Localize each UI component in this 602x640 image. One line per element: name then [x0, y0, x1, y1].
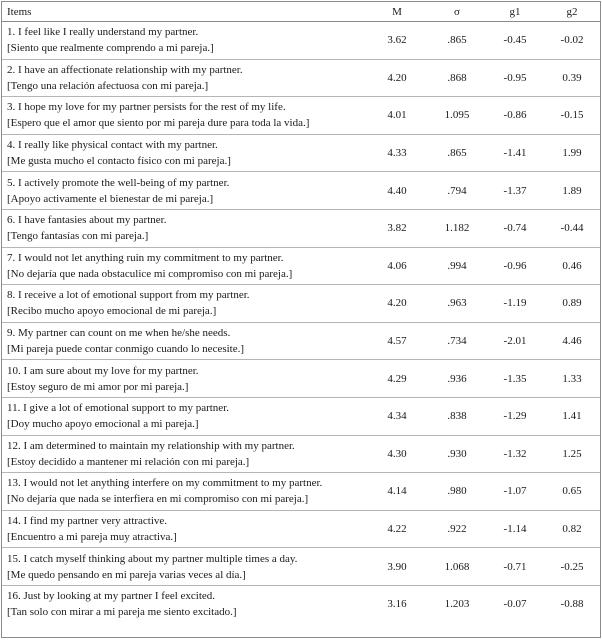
item-spanish: [Recibo mucho apoyo emocional de mi pareja.]: [7, 305, 217, 318]
g2-cell: -0.88: [560, 598, 584, 611]
mean-cell: 4.22: [366, 510, 428, 548]
sigma-cell: .734: [428, 322, 486, 360]
g2-cell: 0.39: [544, 59, 600, 97]
g2-cell: 0.82: [544, 510, 600, 548]
table-row: [2, 548, 600, 586]
g1-cell: -0.96: [486, 247, 544, 285]
mean-cell: 3.62: [366, 22, 428, 60]
item-english: 13. I would not let anything interfere on my commitment to my partner.: [7, 477, 323, 490]
g1-cell: -0.07: [503, 598, 527, 611]
item-cell: [2, 247, 366, 285]
item-english: 4. I really like physical contact with my partner.: [7, 139, 218, 152]
sigma-cell: .963: [428, 285, 486, 323]
item-english: 9. My partner can count on me when he/she needs.: [7, 327, 231, 340]
g1-cell: -1.07: [486, 473, 544, 511]
item-spanish: [Mi pareja puede contar conmigo cuando lo necesite.]: [7, 343, 245, 356]
item-cell: [2, 473, 366, 511]
g2-cell: 1.33: [544, 360, 600, 398]
table-header-row: [2, 2, 600, 22]
item-english: 10. I am sure about my love for my partner.: [7, 364, 199, 377]
mean-cell: 4.29: [366, 360, 428, 398]
item-spanish: [Estoy seguro de mi amor por mi pareja.]: [7, 380, 189, 393]
sigma-cell: .794: [428, 172, 486, 210]
item-english: 3. I hope my love for my partner persists for the rest of my life.: [7, 101, 286, 114]
g1-cell: -1.29: [486, 397, 544, 435]
sigma-cell: .868: [428, 59, 486, 97]
g2-cell: 1.99: [544, 134, 600, 172]
item-spanish: [Espero que el amor que siento por mi pareja dure para toda la vida.]: [7, 117, 310, 130]
sigma-cell: .980: [428, 473, 486, 511]
item-cell: [2, 585, 366, 622]
item-spanish: [Apoyo activamente el bienestar de mi pareja.]: [7, 192, 214, 205]
table-row: [2, 22, 600, 60]
item-cell: [2, 134, 366, 172]
table-row: [2, 360, 600, 398]
item-cell: [2, 397, 366, 435]
g1-cell: -0.74: [486, 209, 544, 247]
mean-cell: 3.16: [387, 598, 407, 611]
table-row: [2, 172, 600, 210]
item-cell: [2, 209, 366, 247]
mean-cell: 4.20: [366, 59, 428, 97]
g2-cell: 1.41: [544, 397, 600, 435]
item-cell: [2, 548, 366, 586]
g1-cell: -2.01: [486, 322, 544, 360]
item-spanish: [Me quedo pensando en mi pareja varias veces al día.]: [7, 568, 246, 581]
g1-cell: -1.32: [486, 435, 544, 473]
g2-cell: 0.89: [544, 285, 600, 323]
item-english: 6. I have fantasies about my partner.: [7, 214, 167, 227]
mean-cell: 4.40: [366, 172, 428, 210]
sigma-cell: .922: [428, 510, 486, 548]
item-english: 12. I am determined to maintain my relationship with my partner.: [7, 439, 295, 452]
table-row: [2, 510, 600, 548]
items-statistics-table: [2, 2, 600, 623]
items-statistics-table-frame: [1, 1, 601, 638]
sigma-cell: .994: [428, 247, 486, 285]
header-items: Items: [2, 2, 366, 22]
mean-cell: 4.01: [366, 97, 428, 135]
g1-cell: -0.71: [486, 548, 544, 586]
g2-cell: -0.02: [544, 22, 600, 60]
mean-cell: 4.34: [366, 397, 428, 435]
table-row: [2, 473, 600, 511]
table-row: [2, 585, 600, 622]
g2-cell: 1.89: [544, 172, 600, 210]
table-row: [2, 59, 600, 97]
mean-cell: 4.14: [366, 473, 428, 511]
mean-cell: 4.57: [366, 322, 428, 360]
sigma-cell: .838: [428, 397, 486, 435]
sigma-cell: 1.203: [444, 598, 470, 611]
g1-cell: -0.45: [486, 22, 544, 60]
g2-cell: 1.25: [544, 435, 600, 473]
table-row: [2, 97, 600, 135]
g1-cell: -1.14: [486, 510, 544, 548]
sigma-cell: .936: [428, 360, 486, 398]
g1-cell: -0.95: [486, 59, 544, 97]
item-english: 2. I have an affectionate relationship with my partner.: [7, 63, 243, 76]
item-english: 15. I catch myself thinking about my partner multiple times a day.: [7, 552, 298, 565]
sigma-cell: 1.068: [428, 548, 486, 586]
item-spanish: [No dejaría que nada se interfiera en mi compromiso con mi pareja.]: [7, 493, 309, 506]
g2-cell: -0.25: [544, 548, 600, 586]
mean-cell: 4.20: [366, 285, 428, 323]
header-g1: g1: [486, 2, 544, 22]
g1-cell: -1.41: [486, 134, 544, 172]
table-row: [2, 435, 600, 473]
item-spanish: [Encuentro a mi pareja muy atractiva.]: [7, 531, 177, 544]
table-row: [2, 134, 600, 172]
mean-cell: 4.06: [366, 247, 428, 285]
table-row: [2, 209, 600, 247]
g1-cell: -1.19: [486, 285, 544, 323]
g2-cell: 0.65: [544, 473, 600, 511]
header-g2: g2: [544, 2, 600, 22]
mean-cell: 3.90: [366, 548, 428, 586]
item-cell: [2, 360, 366, 398]
table-row: [2, 397, 600, 435]
item-spanish: [Tengo una relación afectuosa con mi pareja.]: [7, 79, 209, 92]
g1-cell: -0.86: [486, 97, 544, 135]
sigma-cell: .865: [428, 22, 486, 60]
g1-cell: -1.35: [486, 360, 544, 398]
item-spanish: [Me gusta mucho el contacto físico con mi pareja.]: [7, 155, 231, 168]
g1-cell: -1.37: [486, 172, 544, 210]
item-spanish: [Doy mucho apoyo emocional a mi pareja.]: [7, 418, 199, 431]
header-mean: M: [366, 2, 428, 22]
item-cell: [2, 172, 366, 210]
sigma-cell: .865: [428, 134, 486, 172]
mean-cell: 4.33: [366, 134, 428, 172]
item-spanish: [Tan solo con mirar a mi pareja me siento excitado.]: [7, 606, 237, 619]
item-english: 11. I give a lot of emotional support to my partner.: [7, 402, 229, 415]
item-cell: [2, 435, 366, 473]
item-spanish: [Estoy decidido a mantener mi relación con mi pareja.]: [7, 455, 250, 468]
item-english: 16. Just by looking at my partner I feel excited.: [7, 590, 216, 603]
table-row: [2, 285, 600, 323]
item-cell: [2, 22, 366, 60]
item-english: 14. I find my partner very attractive.: [7, 515, 168, 528]
sigma-cell: 1.095: [428, 97, 486, 135]
item-english: 1. I feel like I really understand my partner.: [7, 26, 199, 39]
item-english: 5. I actively promote the well-being of my partner.: [7, 176, 230, 189]
g2-cell: -0.44: [544, 209, 600, 247]
item-cell: [2, 322, 366, 360]
sigma-cell: 1.182: [428, 209, 486, 247]
g2-cell: 4.46: [544, 322, 600, 360]
g2-cell: -0.15: [544, 97, 600, 135]
mean-cell: 4.30: [366, 435, 428, 473]
item-spanish: [Siento que realmente comprendo a mi pareja.]: [7, 42, 214, 55]
item-english: 8. I receive a lot of emotional support from my partner.: [7, 289, 250, 302]
sigma-cell: .930: [428, 435, 486, 473]
item-english: 7. I would not let anything ruin my commitment to my partner.: [7, 251, 284, 264]
header-sigma: σ: [428, 2, 486, 22]
table-row: [2, 247, 600, 285]
mean-cell: 3.82: [366, 209, 428, 247]
item-spanish: [No dejaría que nada obstaculice mi compromiso con mi pareja.]: [7, 267, 293, 280]
g2-cell: 0.46: [544, 247, 600, 285]
item-cell: [2, 59, 366, 97]
item-cell: [2, 510, 366, 548]
item-cell: [2, 285, 366, 323]
item-spanish: [Tengo fantasías con mi pareja.]: [7, 230, 149, 243]
table-row: [2, 322, 600, 360]
item-cell: [2, 97, 366, 135]
